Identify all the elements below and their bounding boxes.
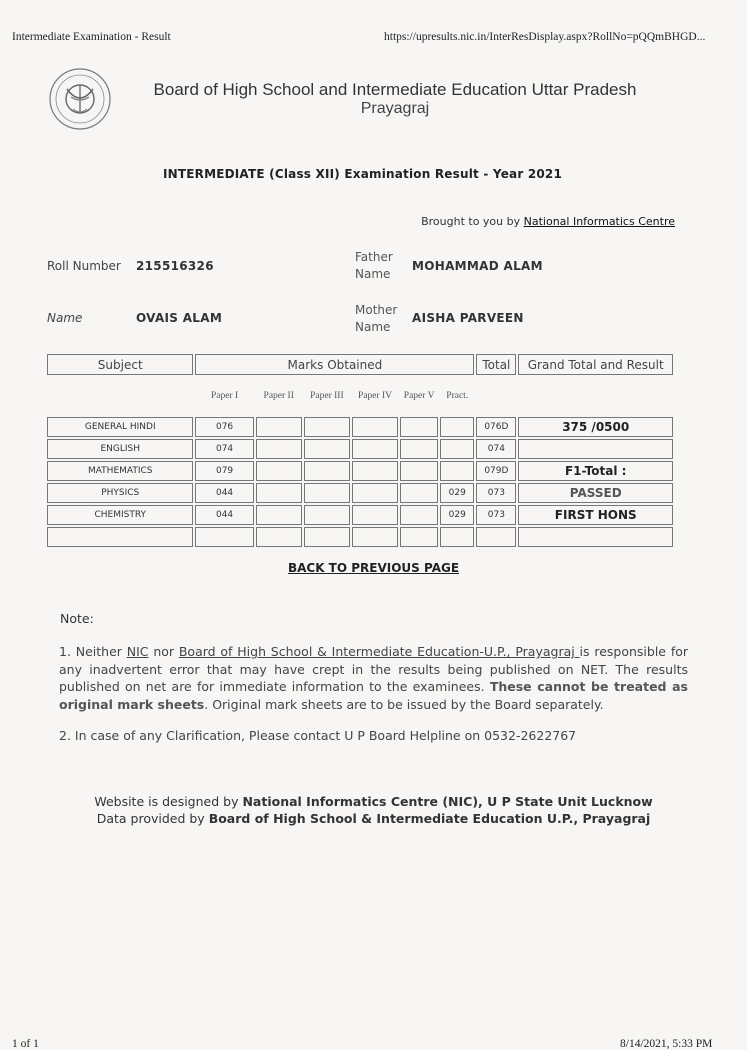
blank-cell xyxy=(47,377,193,415)
empty-cell xyxy=(304,461,350,481)
paper-4-header: Paper IV xyxy=(352,377,398,415)
empty-cell xyxy=(400,483,438,503)
empty-cell xyxy=(352,439,398,459)
print-datetime: 8/14/2021, 5:33 PM xyxy=(620,1038,713,1050)
grand-total-value: 375 /0500 xyxy=(518,417,673,437)
name-value: OVAIS ALAM xyxy=(136,311,223,325)
subject-cell: CHEMISTRY xyxy=(47,505,193,525)
marks-header: Marks Obtained xyxy=(195,354,474,375)
paper-1-header: Paper I xyxy=(195,377,253,415)
total-cell: 074 xyxy=(476,439,516,459)
empty-cell xyxy=(352,527,398,547)
empty-cell xyxy=(195,527,253,547)
subject-header: Subject xyxy=(47,354,193,375)
practical-cell xyxy=(440,417,474,437)
empty-cell xyxy=(256,417,302,437)
empty-cell xyxy=(256,505,302,525)
subject-cell: ENGLISH xyxy=(47,439,193,459)
practical-cell xyxy=(440,461,474,481)
note-1-text: is responsible for any inadvertent error that may have crept in the results being published on NET. The results published on net are for immediate information to the examinees. xyxy=(59,644,689,694)
note-1-text: . Original mark sheets are to be issued by the Board separately. xyxy=(204,696,604,712)
paper-2-header: Paper II xyxy=(256,377,302,415)
empty-cell xyxy=(304,527,350,547)
empty-cell xyxy=(352,483,398,503)
mother-label-line1: Mother xyxy=(355,303,398,317)
empty-cell xyxy=(256,439,302,459)
empty-cell xyxy=(400,505,438,525)
note-1-text: nor xyxy=(148,644,179,659)
table-row xyxy=(47,461,673,481)
empty-cell xyxy=(352,505,398,525)
empty-cell xyxy=(440,527,474,547)
note-1-text: 1. Neither xyxy=(59,644,127,659)
mother-name-value: AISHA PARVEEN xyxy=(412,311,524,325)
brought-prefix: Brought to you by xyxy=(421,215,524,228)
paper-1-cell: 079 xyxy=(195,461,253,481)
empty-cell xyxy=(476,527,516,547)
paper-3-header: Paper III xyxy=(304,377,350,415)
father-label-line1: Father xyxy=(355,250,393,264)
paper-5-header: Paper V xyxy=(400,377,438,415)
brought-by xyxy=(360,215,675,228)
subject-cell: GENERAL HINDI xyxy=(47,417,193,437)
mother-label-line2: Name xyxy=(355,320,391,334)
back-to-previous-link[interactable]: BACK TO PREVIOUS PAGE xyxy=(287,561,460,575)
table-row xyxy=(47,483,673,503)
total-header: Total xyxy=(476,354,516,375)
roll-number-label: Roll Number xyxy=(47,259,121,273)
father-label-line2: Name xyxy=(355,267,391,281)
results-table xyxy=(45,352,675,549)
note-2: 2. In case of any Clarification, Please contact U P Board Helpline on 0532-2622767 xyxy=(59,728,577,743)
note-1 xyxy=(59,643,688,713)
exam-title: INTERMEDIATE (Class XII) Examination Result - Year 2021 xyxy=(162,167,563,181)
empty-cell xyxy=(400,527,438,547)
board-seal-logo xyxy=(47,67,113,131)
footer-board: Board of High School & Intermediate Education U.P., Prayagraj xyxy=(208,811,651,826)
table-row-empty xyxy=(47,527,673,547)
footer-credits xyxy=(60,793,687,827)
result-status: PASSED xyxy=(518,483,673,503)
footer-prefix: Website is designed by xyxy=(94,794,243,809)
total-cell: 073 xyxy=(476,505,516,525)
grand-total-cell xyxy=(518,439,673,459)
practical-cell xyxy=(440,439,474,459)
total-cell: 073 xyxy=(476,483,516,503)
empty-cell xyxy=(400,461,438,481)
print-url: https://upresults.nic.in/InterResDisplay.aspx?RollNo=pQQmBHGD... xyxy=(384,31,706,43)
empty-cell xyxy=(47,527,193,547)
name-label: Name xyxy=(47,311,83,325)
blank-cell xyxy=(476,377,516,415)
empty-cell xyxy=(352,461,398,481)
paper-1-cell: 074 xyxy=(195,439,253,459)
table-row xyxy=(47,505,673,525)
board-link-inline[interactable]: Board of High School & Intermediate Education-U.P., Prayagraj xyxy=(178,644,580,659)
division-result: FIRST HONS xyxy=(518,505,673,525)
blank-cell xyxy=(518,377,673,415)
note-1-emphasis: These cannot be treated as original mark sheets xyxy=(59,679,688,712)
practical-header: Pract. xyxy=(440,377,474,415)
note-label: Note: xyxy=(60,611,94,626)
footer-nic: National Informatics Centre (NIC), U P State Unit Lucknow xyxy=(242,794,653,809)
board-name: Board of High School and Intermediate Education Uttar Pradesh xyxy=(153,80,637,99)
empty-cell xyxy=(304,483,350,503)
roll-number-value: 215516326 xyxy=(136,259,214,273)
subject-cell: MATHEMATICS xyxy=(47,461,193,481)
empty-cell xyxy=(256,461,302,481)
footer-line-1 xyxy=(60,793,687,810)
nic-link-inline[interactable]: NIC xyxy=(126,644,149,659)
total-cell: 079D xyxy=(476,461,516,481)
empty-cell xyxy=(352,417,398,437)
paper-1-cell: 044 xyxy=(195,483,253,503)
subject-cell: PHYSICS xyxy=(47,483,193,503)
father-label xyxy=(355,249,393,283)
practical-cell: 029 xyxy=(440,505,474,525)
empty-cell xyxy=(304,505,350,525)
father-name-value: MOHAMMAD ALAM xyxy=(412,259,543,273)
grand-total-header: Grand Total and Result xyxy=(518,354,673,375)
table-header-row xyxy=(47,354,673,375)
empty-cell xyxy=(304,417,350,437)
empty-cell xyxy=(400,417,438,437)
table-row xyxy=(47,439,673,459)
empty-cell xyxy=(518,527,673,547)
nic-link[interactable]: National Informatics Centre xyxy=(523,215,675,228)
print-page-title: Intermediate Examination - Result xyxy=(12,31,171,43)
empty-cell xyxy=(400,439,438,459)
board-header xyxy=(150,80,640,118)
board-city: Prayagraj xyxy=(360,100,430,117)
footer-line-2 xyxy=(60,810,687,827)
empty-cell xyxy=(256,527,302,547)
empty-cell xyxy=(304,439,350,459)
f1-total-label: F1-Total : xyxy=(518,461,673,481)
paper-header-row xyxy=(47,377,673,415)
paper-1-cell: 044 xyxy=(195,505,253,525)
print-page-count: 1 of 1 xyxy=(12,1038,39,1050)
paper-1-cell: 076 xyxy=(195,417,253,437)
table-row xyxy=(47,417,673,437)
total-cell: 076D xyxy=(476,417,516,437)
empty-cell xyxy=(256,483,302,503)
mother-label xyxy=(355,302,397,336)
practical-cell: 029 xyxy=(440,483,474,503)
footer-prefix: Data provided by xyxy=(96,811,209,826)
